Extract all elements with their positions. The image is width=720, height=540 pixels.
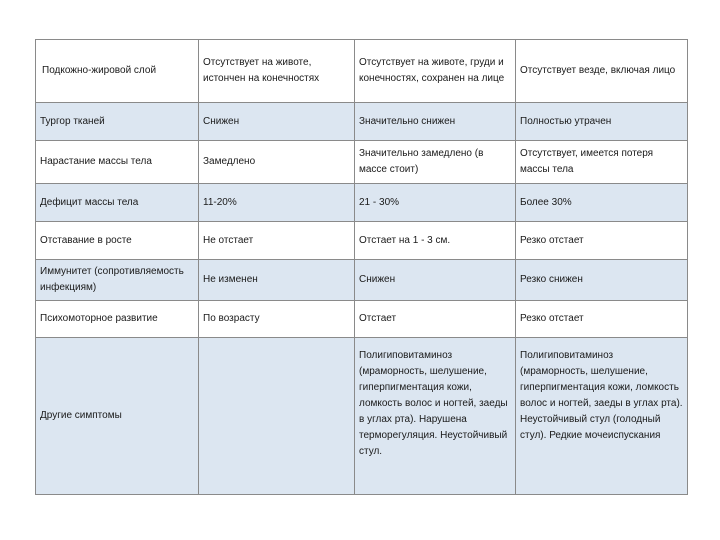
table-row: [36, 184, 688, 222]
table-cell: Резко снижен: [516, 260, 688, 301]
table-cell: Полигиповитаминоз (мраморность, шелушение, гиперпигментация кожи, ломкость волос и ногтей, заеды в углах рта). Нарушена терморегуляция. Неустойчивый стул.: [355, 338, 516, 495]
comparison-table: [35, 39, 688, 495]
table-cell: Более 30%: [516, 184, 688, 222]
table-cell: [199, 338, 355, 495]
table-cell: Резко отстает: [516, 301, 688, 338]
table-cell: Полигиповитаминоз (мраморность, шелушение, гиперпигментация кожи, ломкость волос и ногтей, заеды в углах рта). Неустойчивый стул (голодный стул). Редкие мочеиспускания: [516, 338, 688, 495]
header-cell: Отсутствует на животе, груди и конечностях, сохранен на лице: [355, 40, 516, 103]
table-cell: Полностью утрачен: [516, 103, 688, 141]
header-cell: Отсутствует на животе, истончен на конечностях: [199, 40, 355, 103]
table-cell: Не изменен: [199, 260, 355, 301]
row-label-cell: Тургор тканей: [36, 103, 199, 141]
table-row: [36, 103, 688, 141]
table-cell: Значительно замедлено (в массе стоит): [355, 141, 516, 184]
table-header-row: [36, 40, 688, 103]
table-row: [36, 222, 688, 260]
table-row: [36, 338, 688, 495]
table-cell: По возрасту: [199, 301, 355, 338]
table-row: [36, 141, 688, 184]
table-cell: Отстает: [355, 301, 516, 338]
table-cell: 21 - 30%: [355, 184, 516, 222]
row-label-cell: Психомоторное развитие: [36, 301, 199, 338]
table-cell: Замедлено: [199, 141, 355, 184]
table-row: [36, 301, 688, 338]
comparison-table-wrapper: [35, 39, 687, 495]
table-cell: 11-20%: [199, 184, 355, 222]
table-cell: Отстает на 1 - 3 см.: [355, 222, 516, 260]
row-label-cell: Отставание в росте: [36, 222, 199, 260]
header-cell: Отсутствует везде, включая лицо: [516, 40, 688, 103]
table-cell: Значительно снижен: [355, 103, 516, 141]
table-cell: Отсутствует, имеется потеря массы тела: [516, 141, 688, 184]
table-cell: Снижен: [355, 260, 516, 301]
table-cell: Не отстает: [199, 222, 355, 260]
table-cell: Снижен: [199, 103, 355, 141]
header-cell: [36, 40, 199, 103]
row-label-cell: Дефицит массы тела: [36, 184, 199, 222]
row-label-cell: Нарастание массы тела: [36, 141, 199, 184]
header-cell-text: Подкожно-жировой слой: [42, 65, 157, 76]
row-label-cell: Другие симптомы: [36, 338, 199, 495]
table-row: [36, 260, 688, 301]
table-cell: Резко отстает: [516, 222, 688, 260]
row-label-cell: Иммунитет (сопротивляемость инфекциям): [36, 260, 199, 301]
